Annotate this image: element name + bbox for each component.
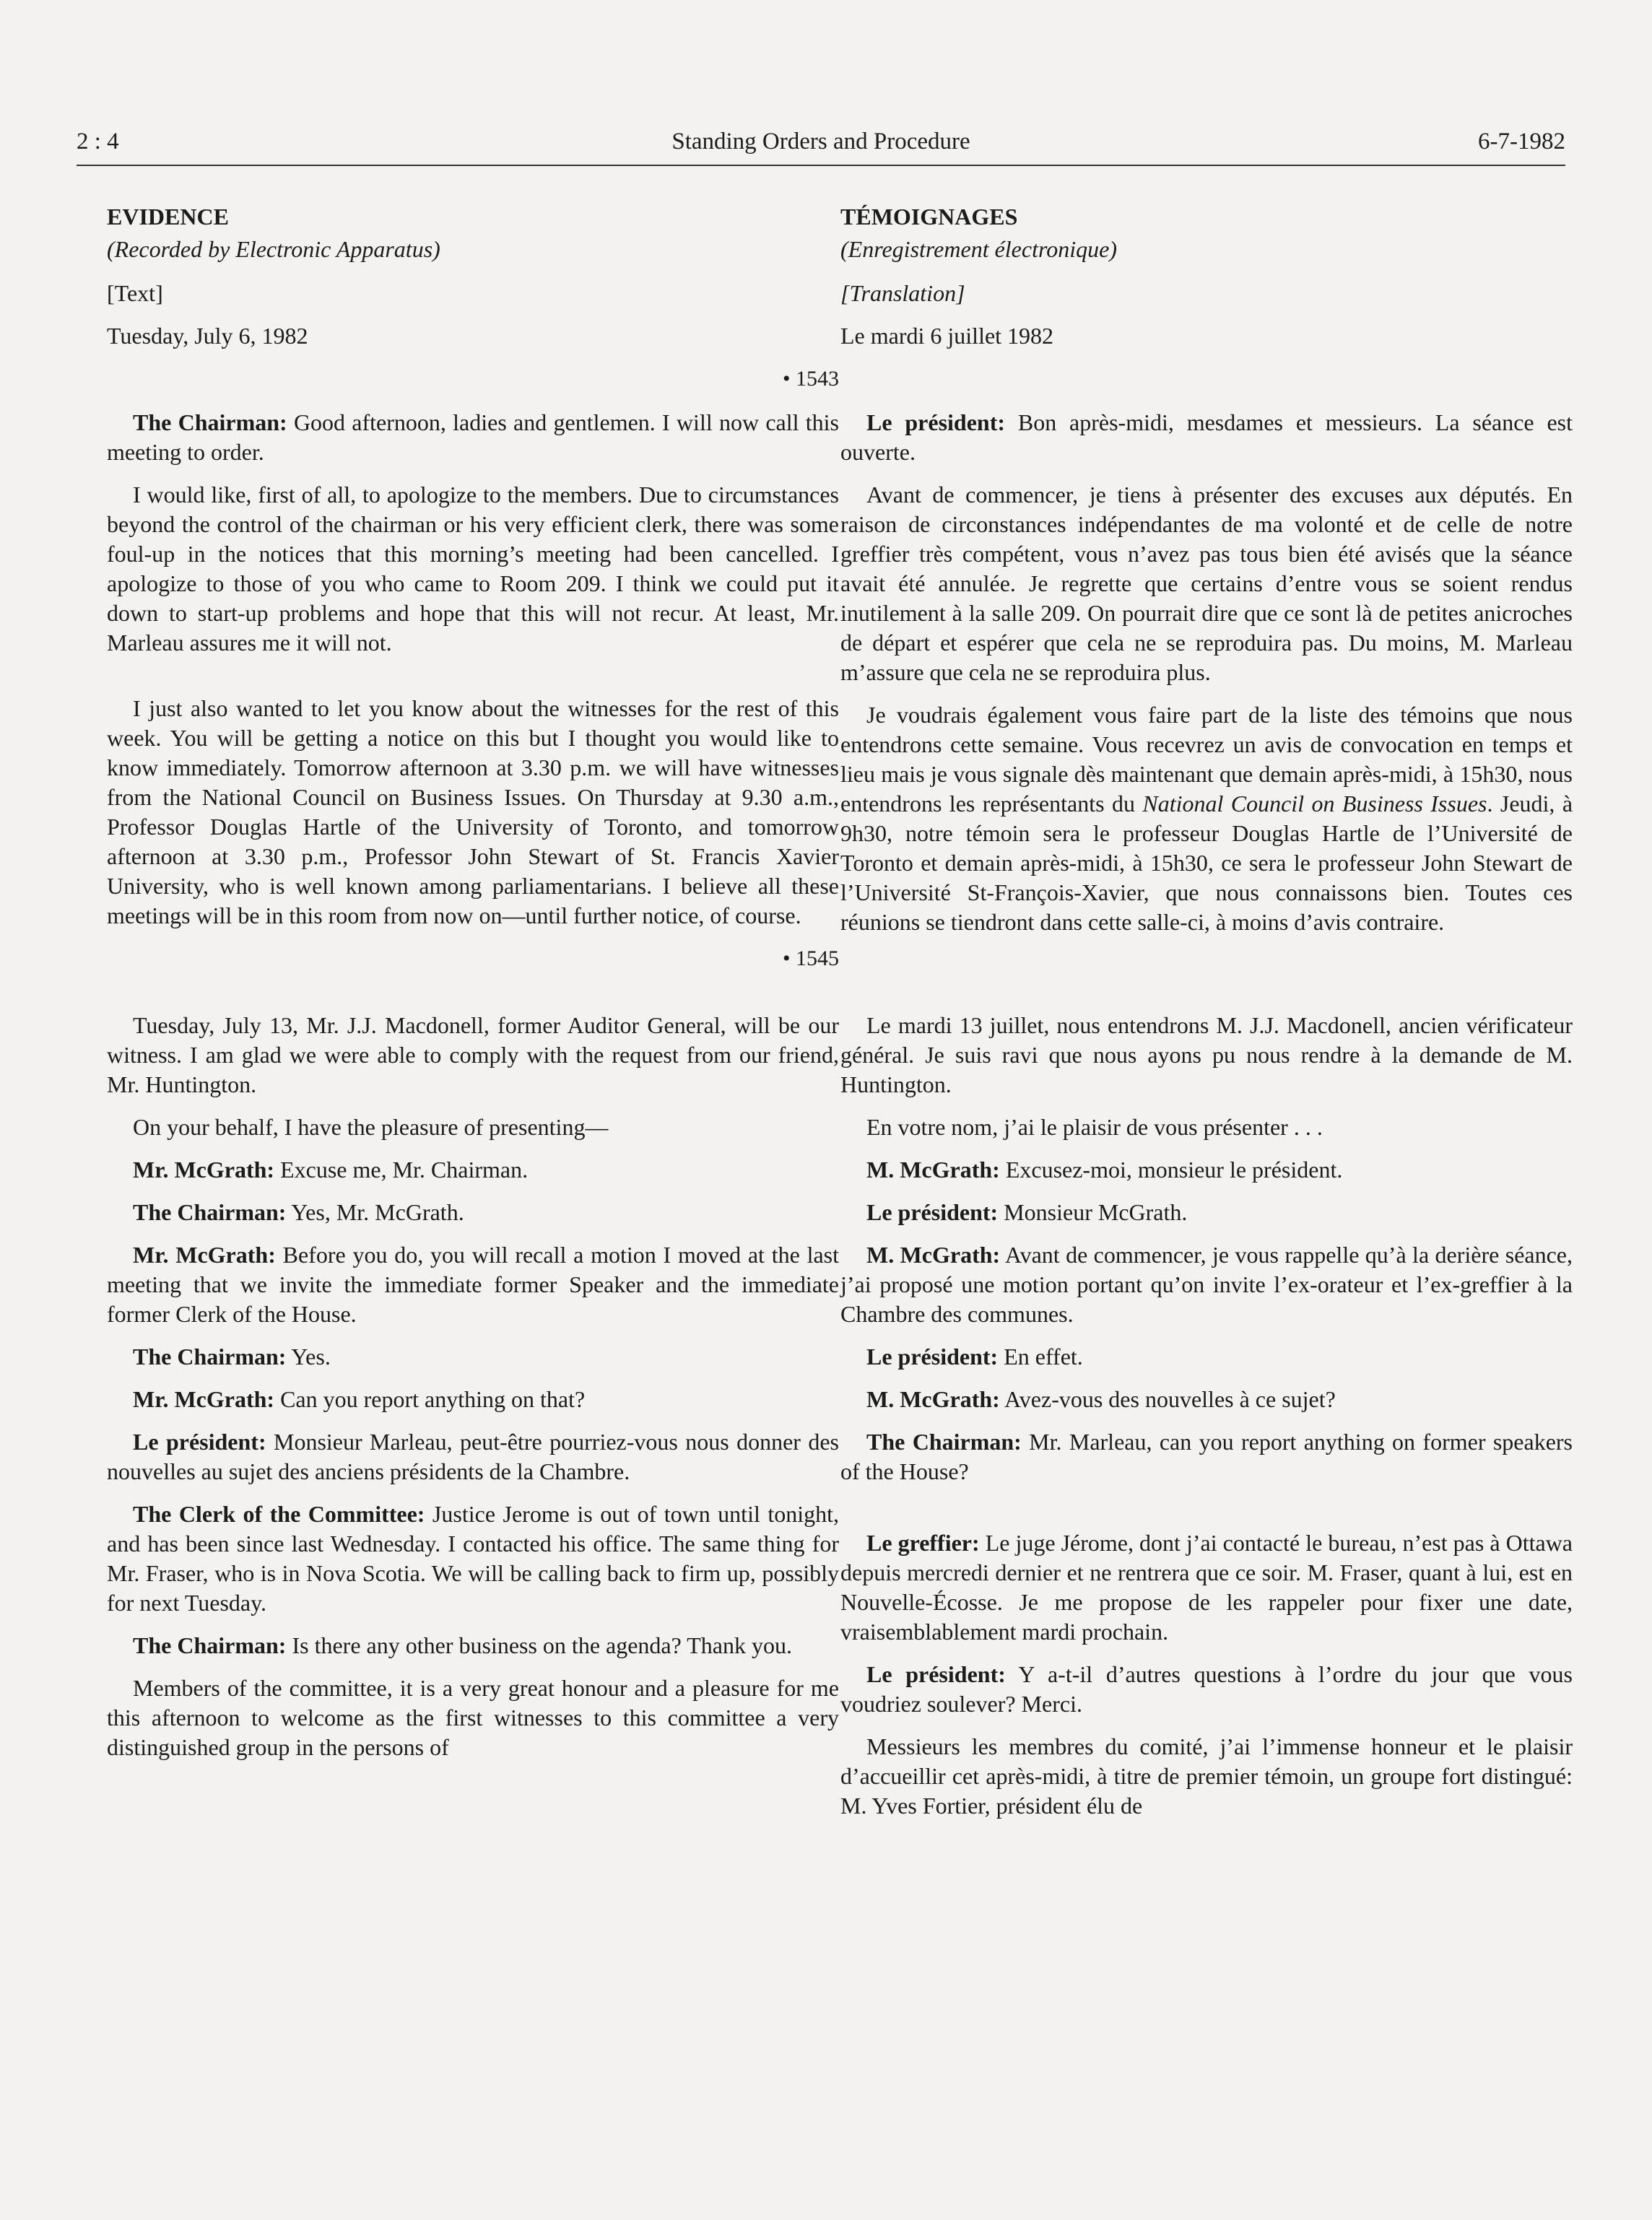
paragraph <box>107 1342 839 1372</box>
speech-text: Y a-t-il d’autres questions à l’ordre du jour que vous voudriez soulever? Merci. <box>840 1661 1573 1717</box>
paragraph <box>107 1155 839 1185</box>
speech-text: Monsieur Marleau, peut-être pourriez-vous nous donner des nouvelles au sujet des anciens présidents de la Chambre. <box>107 1429 840 1484</box>
paragraph: I would like, first of all, to apologize to the members. Due to circumstances beyond the control of the chairman or his very efficient clerk, there was some foul-up in the notices that this morning’s meeting had been cancelled. I apologize to those of you who came to Room 209. I think we could put it down to start-up problems and hope that this will not recur. At least, Mr. Marleau assures me it will not. <box>107 482 839 656</box>
speech-text: Can you report anything on that? <box>274 1386 586 1412</box>
speaker-name: Mr. McGrath: <box>133 1242 276 1268</box>
running-title: Standing Orders and Procedure <box>671 129 970 154</box>
speech-text: Before you do, you will recall a motion I moved at the last meeting that we invite the immediate former Speaker and the immediate former Clerk of the House. <box>107 1242 840 1327</box>
speaker-name: Le président: <box>866 409 1006 435</box>
speech-text: Avant de commencer, je vous rappelle qu’à la derière séance, j’ai proposé une motion portant qu’on invite l’ex-orateur et l’ex-greffier à la Chambre des communes. <box>840 1242 1573 1327</box>
paragraph: On your behalf, I have the pleasure of presenting— <box>133 1114 609 1140</box>
paragraph <box>840 1385 1573 1414</box>
paragraph <box>840 408 1573 467</box>
section-title: TÉMOIGNAGES <box>840 204 1018 230</box>
text-marker: [Text] <box>107 280 163 306</box>
section-subtitle: (Enregistrement électronique) <box>840 236 1117 262</box>
speech-text: Good afternoon, ladies and gentlemen. I will now call this meeting to order. <box>107 409 840 465</box>
speech-text: Bon après-midi, mesdames et messieurs. La séance est ouverte. <box>840 409 1573 465</box>
speech-text: Justice Jerome is out of town until tonight, and has been since last Wednesday. I contacted his office. The same thing for Mr. Fraser, who is in Nova Scotia. We will be calling back to firm up, possibly for next Tuesday. <box>107 1501 839 1616</box>
session-date: Tuesday, July 6, 1982 <box>107 323 308 349</box>
paragraph <box>840 1660 1573 1719</box>
speaker-name: Le président: <box>866 1661 1006 1687</box>
paragraph <box>840 1155 1573 1185</box>
paragraph: I just also wanted to let you know about the witnesses for the rest of this week. You will be getting a notice on this but I thought you would like to know immediately. Tomorrow afternoon at 3.30 p.m. we will have witnesses from the National Council on Business Issues. On Thursday at 9.30 a.m., Professor Douglas Hartle of the University of Toronto, and tomorrow afternoon at 3.30 p.m., Professor John Stewart of St. Francis Xavier University, who is well known among parliamentarians. I believe all these meetings will be in this room from now on—until further notice, of course. <box>107 695 839 928</box>
speech-text: Je voudrais également vous faire part de la liste des témoins que nous entendrons cette semaine. Vous recevrez un avis de convocation en temps et lieu mais je vous signale dès maintenant que demain après-midi, à 15h30, nous entendrons les représentants du <box>840 702 1573 817</box>
speech-text: Mr. Marleau, can you report anything on former speakers of the House? <box>840 1429 1573 1484</box>
speaker-name: Le président: <box>866 1344 999 1370</box>
english-column <box>107 202 839 1775</box>
speech-text: En effet. <box>998 1344 1083 1370</box>
speaker-name: M. McGrath: <box>866 1242 1001 1268</box>
header-date: 6-7-1982 <box>1478 129 1565 154</box>
time-stamp: • 1545 <box>782 946 839 970</box>
speech-text: Excuse me, Mr. Chairman. <box>274 1157 529 1183</box>
section-subtitle: (Recorded by Electronic Apparatus) <box>107 236 440 262</box>
paragraph <box>107 1427 839 1486</box>
paragraph <box>840 1198 1573 1227</box>
speech-text: Excusez-moi, monsieur le président. <box>999 1157 1343 1183</box>
paragraph: En votre nom, j’ai le plaisir de vous présenter . . . <box>866 1114 1323 1140</box>
speaker-name: The Chairman: <box>133 1632 287 1658</box>
speaker-name: M. McGrath: <box>866 1157 1000 1183</box>
speaker-name: Le président: <box>866 1199 999 1225</box>
speaker-name: Mr. McGrath: <box>133 1157 275 1183</box>
paragraph <box>840 1342 1573 1372</box>
time-stamp: • 1543 <box>782 367 839 391</box>
paragraph <box>107 1631 839 1660</box>
speaker-name: Le greffier: <box>866 1530 980 1556</box>
speaker-name: The Clerk of the Committee: <box>133 1501 425 1527</box>
speech-text: . Jeudi, à 9h30, notre témoin sera le professeur Douglas Hartle de l’Université de Toronto et demain après-midi, à 15h30, ce sera le professeur John Stewart de l’Université St-François-Xavier, que nous connaissons bien. Toutes ces réunions se tiendront dans cette salle-ci, à moins d’avis contraire. <box>840 791 1573 935</box>
speech-text: Le juge Jérome, dont j’ai contacté le bureau, n’est pas à Ottawa depuis mercredi dernier et ne rentrera que ce soir. M. Fraser, quant à lui, est en Nouvelle-Écosse. Je me propose de les rappeler pour fixer une date, vraisemblablement mardi prochain. <box>840 1530 1573 1645</box>
speech-text: Avez-vous des nouvelles à ce sujet? <box>999 1386 1336 1412</box>
page-header <box>77 129 1565 160</box>
speaker-name: The Chairman: <box>866 1429 1022 1455</box>
paragraph <box>107 1240 839 1329</box>
header-rule <box>77 165 1565 166</box>
paragraph: Members of the committee, it is a very great honour and a pleasure for me this afternoon to welcome as the first witnesses to this committee a very distinguished group in the persons of <box>107 1675 839 1760</box>
paragraph: Messieurs les membres du comité, j’ai l’immense honneur et le plaisir d’accueillir cet après-midi, à titre de premier témoin, un groupe fort distingué: M. Yves Fortier, président élu de <box>840 1733 1573 1819</box>
paragraph <box>840 700 1573 937</box>
speaker-name: The Chairman: <box>133 1344 287 1370</box>
speech-text: Monsieur McGrath. <box>998 1199 1188 1225</box>
speaker-name: Le président: <box>133 1429 266 1455</box>
paragraph <box>840 1240 1573 1329</box>
french-column <box>840 202 1573 1834</box>
paragraph <box>107 1198 839 1227</box>
speech-text: Is there any other business on the agenda? Thank you. <box>286 1632 792 1658</box>
paragraph: Tuesday, July 13, Mr. J.J. Macdonell, former Auditor General, will be our witness. I am glad we were able to comply with the request from our friend, Mr. Huntington. <box>107 1012 839 1097</box>
page-number: 2 : 4 <box>77 129 119 154</box>
section-title: EVIDENCE <box>107 204 229 230</box>
paragraph: Avant de commencer, je tiens à présenter des excuses aux députés. En raison de circonstances indépendantes de ma volonté et de celle de notre greffier très compétent, vous n’avez pas tous bien été avisés que la séance avait été annulée. Je regrette que certains d’entre vous se soient rendus inutilement à la salle 209. On pourrait dire que ce sont là de petites anicroches de départ et espérer que cela ne se reproduira pas. Du moins, M. Marleau m’assure que cela ne se reproduira plus. <box>840 482 1573 685</box>
organization-name: National Council on Business Issues <box>1142 791 1487 817</box>
speaker-name: The Chairman: <box>133 409 287 435</box>
paragraph: Le mardi 13 juillet, nous entendrons M. J.J. Macdonell, ancien vérificateur général. Je suis ravi que nous ayons pu nous rendre à la demande de M. Huntington. <box>840 1012 1573 1097</box>
text-marker: [Translation] <box>840 280 965 306</box>
paragraph <box>107 408 839 467</box>
speech-text: Yes. <box>286 1344 331 1370</box>
paragraph <box>840 1427 1573 1486</box>
speech-text: Yes, Mr. McGrath. <box>286 1199 464 1225</box>
speaker-name: Mr. McGrath: <box>133 1386 275 1412</box>
paragraph <box>840 1528 1573 1647</box>
speaker-name: The Chairman: <box>133 1199 287 1225</box>
speaker-name: M. McGrath: <box>866 1386 1000 1412</box>
paragraph <box>107 1499 839 1618</box>
session-date: Le mardi 6 juillet 1982 <box>840 323 1054 349</box>
paragraph <box>107 1385 839 1414</box>
